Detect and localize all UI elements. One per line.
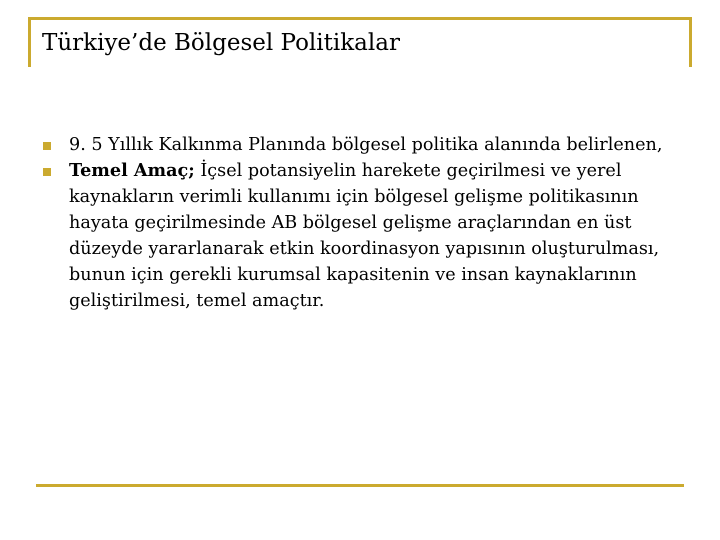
square-bullet-icon bbox=[43, 168, 51, 176]
title-frame-left-rule bbox=[28, 17, 31, 67]
slide-title: Türkiye’de Bölgesel Politikalar bbox=[42, 30, 400, 56]
bullet-item-temel-amac bbox=[40, 158, 680, 314]
bullet-text: 9. 5 Yıllık Kalkınma Planında bölgesel politika alanında belirlenen, bbox=[69, 135, 663, 155]
bottom-rule bbox=[36, 484, 684, 487]
bullet-item-plan bbox=[40, 132, 680, 158]
bullet-list bbox=[40, 132, 680, 314]
title-frame-top-rule bbox=[28, 17, 692, 20]
bullet-bold-label: Temel Amaç; bbox=[69, 160, 195, 181]
title-frame-right-rule bbox=[689, 17, 692, 67]
bullet-text: İçsel potansiyelin harekete geçirilmesi ve yerel kaynakların verimli kullanımı için bölgesel gelişme politikasının hayata geçirilmesinde AB bölgesel gelişme araçlarından en üst düzeyde yararlanarak etkin koordinasyon yapısının oluşturulması, bunun için gerekli kurumsal kapasitenin ve insan kaynaklarının geliştirilmesi, temel amaçtır. bbox=[69, 161, 660, 311]
square-bullet-icon bbox=[43, 142, 51, 150]
